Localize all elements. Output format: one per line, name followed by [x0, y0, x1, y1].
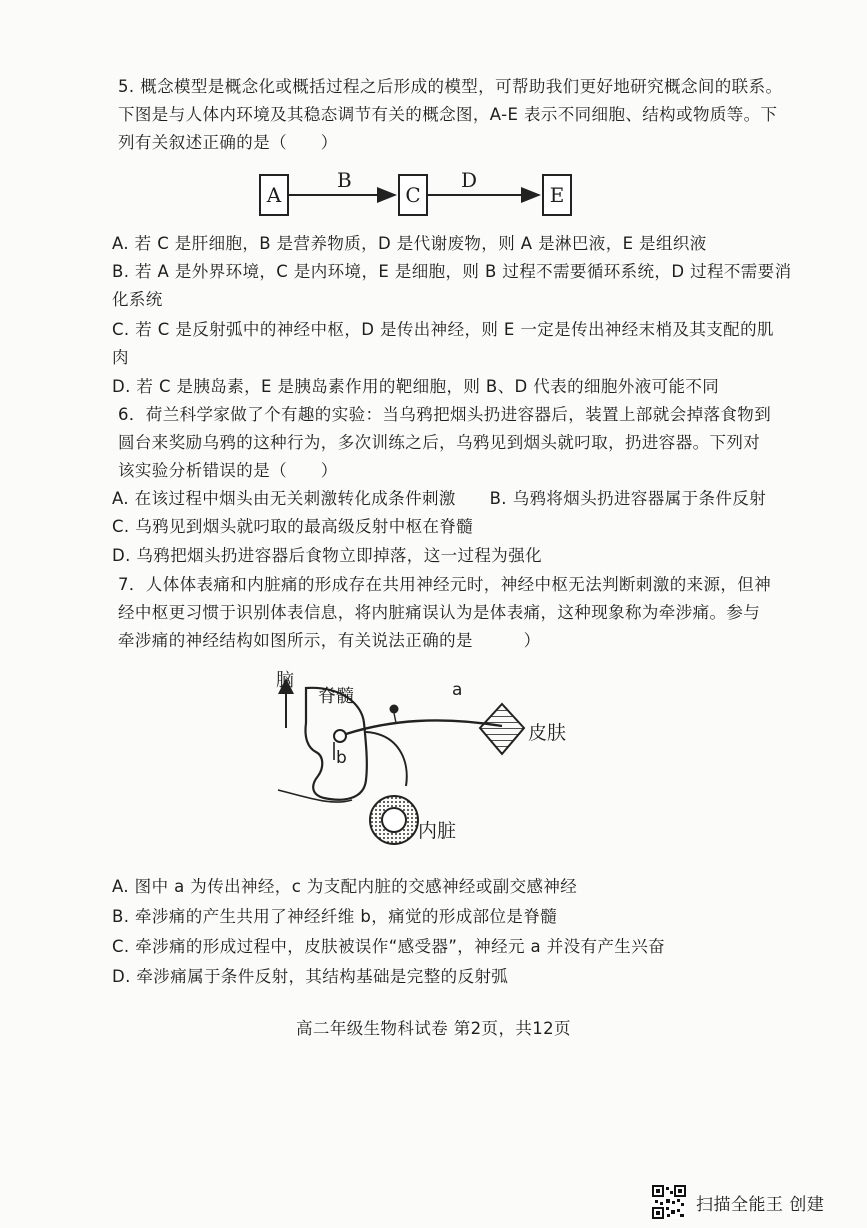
q6-option-d: D. 乌鸦把烟头扔进容器后食物立即掉落，这一过程为强化 — [112, 546, 542, 565]
box-a: A — [259, 174, 289, 216]
q5-stem-line-3: 列有关叙述正确的是（ ） — [118, 133, 338, 152]
q5-stem-line-2: 下图是与人体内环境及其稳态调节有关的概念图，A-E 表示不同细胞、结构或物质等。下 — [118, 105, 778, 124]
q7-stem-line-2: 经中枢更习惯于识别体表信息，将内脏痛误认为是体表痛，这种现象称为牵涉痛。参与 — [118, 603, 761, 622]
arrow-label-d: D — [461, 168, 478, 192]
page-footer: 高二年级生物科试卷 第2页，共12页 — [296, 1019, 571, 1038]
q7-option-b: B. 牵涉痛的产生共用了神经纤维 b，痛觉的形成部位是脊髓 — [112, 907, 558, 926]
scanner-watermark — [652, 1182, 824, 1222]
label-spinal-cord: 脊髓 — [318, 686, 354, 707]
q5-option-b-cont: 化系统 — [112, 290, 163, 309]
label-b: b — [336, 748, 347, 768]
label-viscera: 内脏 — [418, 820, 457, 842]
q7-option-d: D. 牵涉痛属于条件反射，其结构基础是完整的反射弧 — [112, 967, 509, 986]
concept-arrows — [255, 168, 585, 228]
interneuron-cell-body — [334, 730, 346, 742]
q5-option-b: B. 若 A 是外界环境，C 是内环境，E 是细胞，则 B 过程不需要循环系统，D 过程不需要消 — [112, 262, 792, 281]
neuron-a-ganglion — [390, 705, 399, 714]
q7-stem-line-3: 牵涉痛的神经结构如图所示，有关说法正确的是 ） — [118, 631, 541, 650]
q6-stem-line-2: 圆台来奖励乌鸦的这种行为，多次训练之后，乌鸦见到烟头就叼取，扔进容器。下列对 — [118, 433, 761, 452]
referred-pain-diagram — [270, 668, 580, 858]
q5-option-a: A. 若 C 是肝细胞，B 是营养物质，D 是代谢废物，则 A 是淋巴液，E 是组织液 — [112, 234, 707, 253]
q5-option-c-cont: 肉 — [112, 348, 129, 367]
q5-option-d: D. 若 C 是胰岛素，E 是胰岛素作用的靶细胞，则 B、D 代表的细胞外液可能不同 — [112, 377, 720, 396]
q6-stem-line-3: 该实验分析错误的是（ ） — [118, 461, 338, 480]
box-c: C — [398, 174, 428, 216]
label-skin: 皮肤 — [528, 722, 567, 744]
box-e: E — [542, 174, 572, 216]
skin-receptor-icon — [480, 704, 524, 754]
visceral-fiber — [366, 732, 407, 786]
arrow-label-b: B — [337, 168, 352, 192]
qr-code-icon — [652, 1185, 686, 1219]
concept-map-diagram — [255, 168, 585, 228]
q6-option-c: C. 乌鸦见到烟头就叼取的最高级反射中枢在脊髓 — [112, 517, 474, 536]
q6-option-a-b: A. 在该过程中烟头由无关刺激转化成条件刺激 B. 乌鸦将烟头扔进容器属于条件反射 — [112, 489, 767, 508]
scanner-text: 扫描全能王 创建 — [696, 1194, 825, 1215]
q7-stem-line-1: 7．人体体表痛和内脏痛的形成存在共用神经元时，神经中枢无法判断刺激的来源，但神 — [118, 575, 772, 594]
label-brain: 脑 — [276, 670, 294, 691]
q7-option-a: A. 图中 a 为传出神经，c 为支配内脏的交感神经或副交感神经 — [112, 877, 578, 896]
q7-option-c: C. 牵涉痛的形成过程中，皮肤被误作“感受器”，神经元 a 并没有产生兴奋 — [112, 937, 666, 956]
label-a: a — [452, 680, 463, 700]
q5-stem-line-1: 5. 概念模型是概念化或概括过程之后形成的模型，可帮助我们更好地研究概念间的联系。 — [118, 77, 783, 96]
q6-stem-line-1: 6．荷兰科学家做了个有趣的实验：当乌鸦把烟头扔进容器后，装置上部就会掉落食物到 — [118, 405, 772, 424]
q5-option-c: C. 若 C 是反射弧中的神经中枢，D 是传出神经，则 E 一定是传出神经末梢及其支配的肌 — [112, 320, 774, 339]
